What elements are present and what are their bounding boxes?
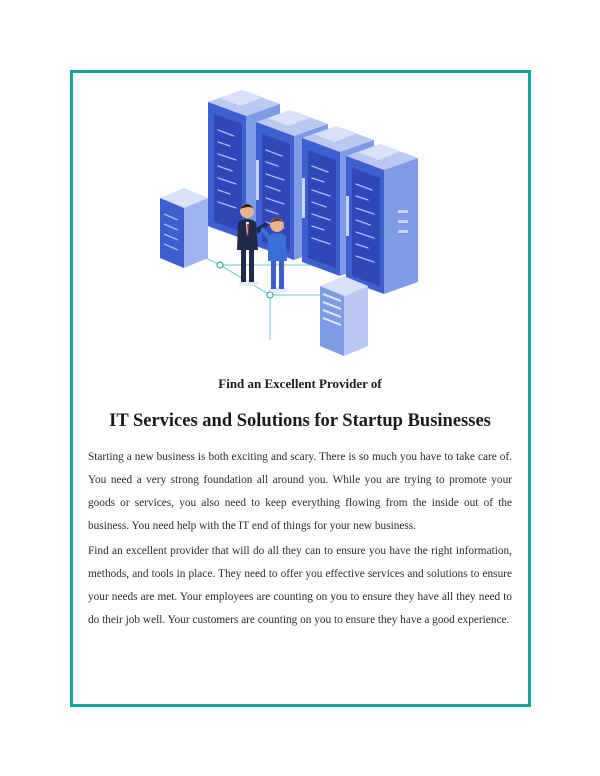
body-paragraph-2: Find an excellent provider that will do all they can to ensure you have the right information, methods, and tools in place. They need to offer you effective services and solutions to ensure your needs are met. Your employees are counting on you to ensure they have all they need to do their job well. Your customers are counting on you to ensure they have a good experience. [88, 545, 512, 626]
small-server-bottom [320, 276, 368, 356]
small-server-left [160, 188, 208, 268]
server-room-illustration [150, 80, 450, 370]
document-subtitle: Find an Excellent Provider of [218, 376, 382, 391]
document-title: IT Services and Solutions for Startup Businesses [109, 411, 491, 431]
body-paragraph-1: Starting a new business is both exciting and scary. There is so much you have to take care of. You need a very strong foundation all around you. While you are trying to promote your goods or services, you also need to keep everything flowing from the inside out of the business. You need help with the IT end of things for your new business. [88, 451, 512, 532]
main-server-racks [208, 90, 418, 294]
